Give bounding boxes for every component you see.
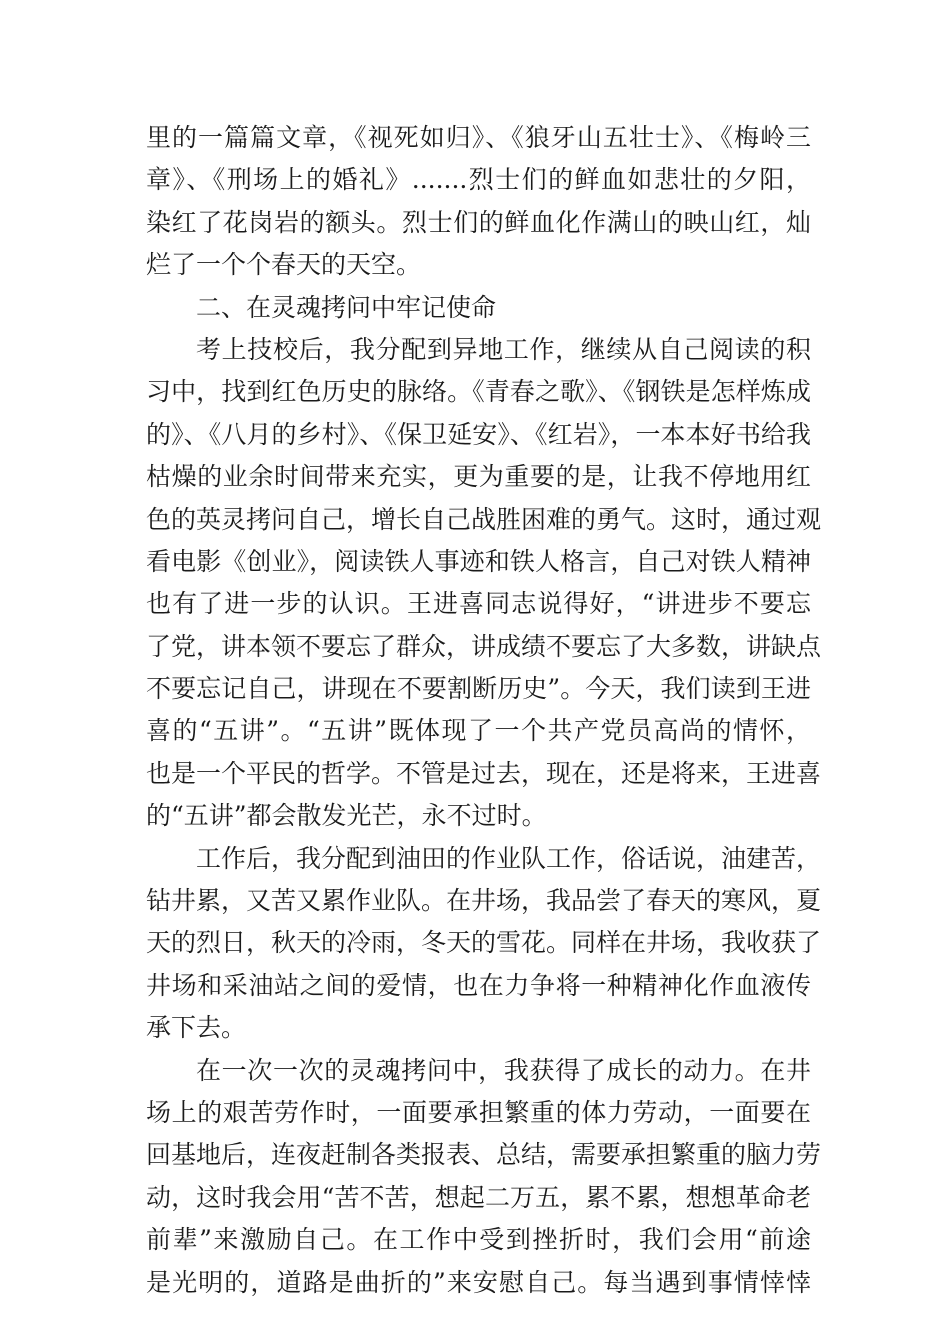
text-line: 枯燥的业余时间带来充实，更为重要的是，让我不停地用红: [146, 462, 811, 492]
text-line: 了党，讲本领不要忘了群众，讲成绩不要忘了大多数，讲缺点: [146, 631, 822, 661]
text-line: 工作后，我分配到油田的作业队工作，俗话说，油建苦，: [196, 843, 822, 873]
text-line: 钻井累，又苦又累作业队。在井场，我品尝了春天的寒风，夏: [146, 886, 822, 916]
text-line: 章》、《刑场上的婚礼》.......烈士们的鲜血如悲壮的夕阳，: [146, 165, 811, 195]
text-line: 在一次一次的灵魂拷问中，我获得了成长的动力。在井: [196, 1055, 811, 1085]
text-line: 回基地后，连夜赶制各类报表、总结，需要承担繁重的脑力劳: [146, 1140, 822, 1170]
text-line: 也是一个平民的哲学。不管是过去，现在，还是将来，王进喜: [146, 758, 822, 788]
text-line: 烂了一个个春天的天空。: [146, 250, 422, 280]
text-line: 场上的艰苦劳作时，一面要承担繁重的体力劳动，一面要在: [146, 1097, 811, 1127]
text-line: 承下去。: [146, 1013, 247, 1043]
text-line: 是光明的，道路是曲折的”来安慰自己。每当遇到事情悻悻: [146, 1267, 811, 1297]
text-line: 考上技校后，我分配到异地工作，继续从自己阅读的积: [196, 334, 811, 364]
body-text: [146, 117, 822, 1304]
text-line: 喜的“五讲”。“五讲”既体现了一个共产党员高尚的情怀，: [146, 716, 811, 746]
text-line: 染红了花岗岩的额头。烈士们的鲜血化作满山的映山红，灿: [146, 207, 811, 237]
text-line: 前辈”来激励自己。在工作中受到挫折时，我们会用“前途: [146, 1225, 811, 1255]
text-line: 里的一篇篇文章，《视死如归》、《狼牙山五壮士》、《梅岭三: [146, 123, 811, 152]
text-line: 看电影《创业》，阅读铁人事迹和铁人格言，自己对铁人精神: [146, 546, 811, 576]
text-line: 也有了进一步的认识。王进喜同志说得好，“讲进步不要忘: [146, 589, 811, 619]
text-line: 不要忘记自己，讲现在不要割断历史”。今天，我们读到王进: [146, 674, 811, 704]
text-line: 的》、《八月的乡村》、《保卫延安》、《红岩》，一本本好书给我: [146, 419, 811, 449]
text-line: 的“五讲”都会散发光芒，永不过时。: [146, 801, 547, 831]
text-line: 习中，找到红色历史的脉络。《青春之歌》、《钢铁是怎样炼成: [146, 377, 811, 407]
text-line: 色的英灵拷问自己，增长自己战胜困难的勇气。这时，通过观: [146, 504, 822, 534]
text-line: 天的烈日，秋天的冷雨，冬天的雪花。同样在井场，我收获了: [146, 928, 822, 958]
text-line: 二、在灵魂拷问中牢记使命: [196, 292, 497, 322]
text-line: 井场和采油站之间的爱情，也在力争将一种精神化作血液传: [146, 970, 811, 1000]
text-line: 动，这时我会用“苦不苦，想起二万五，累不累，想想革命老: [146, 1182, 811, 1212]
